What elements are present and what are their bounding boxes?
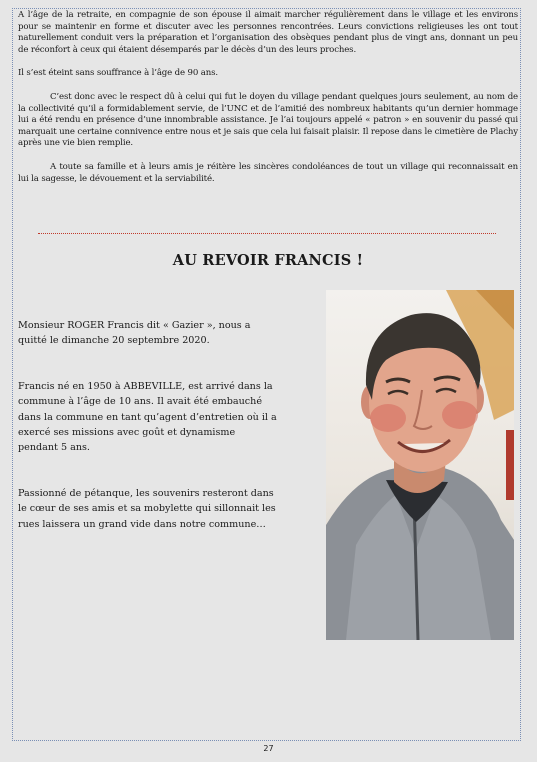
paragraph-announcement: Monsieur ROGER Francis dit « Gazier », nous a quitté le dimanche 20 septembre 2020. xyxy=(18,320,251,347)
paragraph-death: Il s’est éteint sans souffrance à l’âge de 90 ans. xyxy=(18,68,218,79)
paragraph-biography: Francis né en 1950 à ABBEVILLE, est arrivé dans la commune à l’âge de 10 ans. Il avait été embauché dans la commune en tant qu’agent d’entretien où il a exercé ses missions avec goût et dynamisme pendant 5 ans. xyxy=(18,380,277,454)
paragraph-condolences: A toute sa famille et à leurs amis je réitère les sincères condoléances de tout un village qui reconnaissait en lui la sagesse, le dévouement et la serviabilité. xyxy=(18,161,518,184)
page-title: AU REVOIR FRANCIS ! xyxy=(172,252,364,269)
page-number: 27 xyxy=(263,744,274,753)
paragraph-memories: Passionné de pétanque, les souvenirs resteront dans le cœur de ses amis et sa mobylette qui sillonnait les rues laissera un grand vide dans notre commune… xyxy=(18,487,276,530)
paragraph-tribute: C’est donc avec le respect dû à celui qui fut le doyen du village pendant quelques jours seulement, au nom de la collectivité qu’il a formidablement servie, de l’UNC et de l’amitié des nombreux habitants qu’un dernier hommage lui a été rendu en présence d’une innombrable assistance. Je l’ai toujours appelé « patron » en souvenir du passé qui marquait une certaine connivence entre nous et je sais que cela lui faisait plaisir. Il repose dans le cimetière de Plachy après une vie bien remplie. xyxy=(18,91,518,149)
paragraph-retirement: A l’âge de la retraite, en compagnie de son épouse il aimait marcher régulièrement dans le village et les environs pour se maintenir en forme et discuter avec les personnes rencontrées. Leurs convictions religieuses les ont tout naturellement conduit vers la préparation et l’organisation des obsèques pendant plus de vingt ans, donnant un peu de réconfort à ceux qui étaient désemparés par le décès d’un des leurs proches. xyxy=(18,10,518,55)
section-divider xyxy=(38,233,496,234)
portrait-illustration xyxy=(326,290,514,640)
obituary-text xyxy=(18,318,278,562)
portrait-photo xyxy=(326,290,514,640)
article-continuation xyxy=(18,10,518,185)
